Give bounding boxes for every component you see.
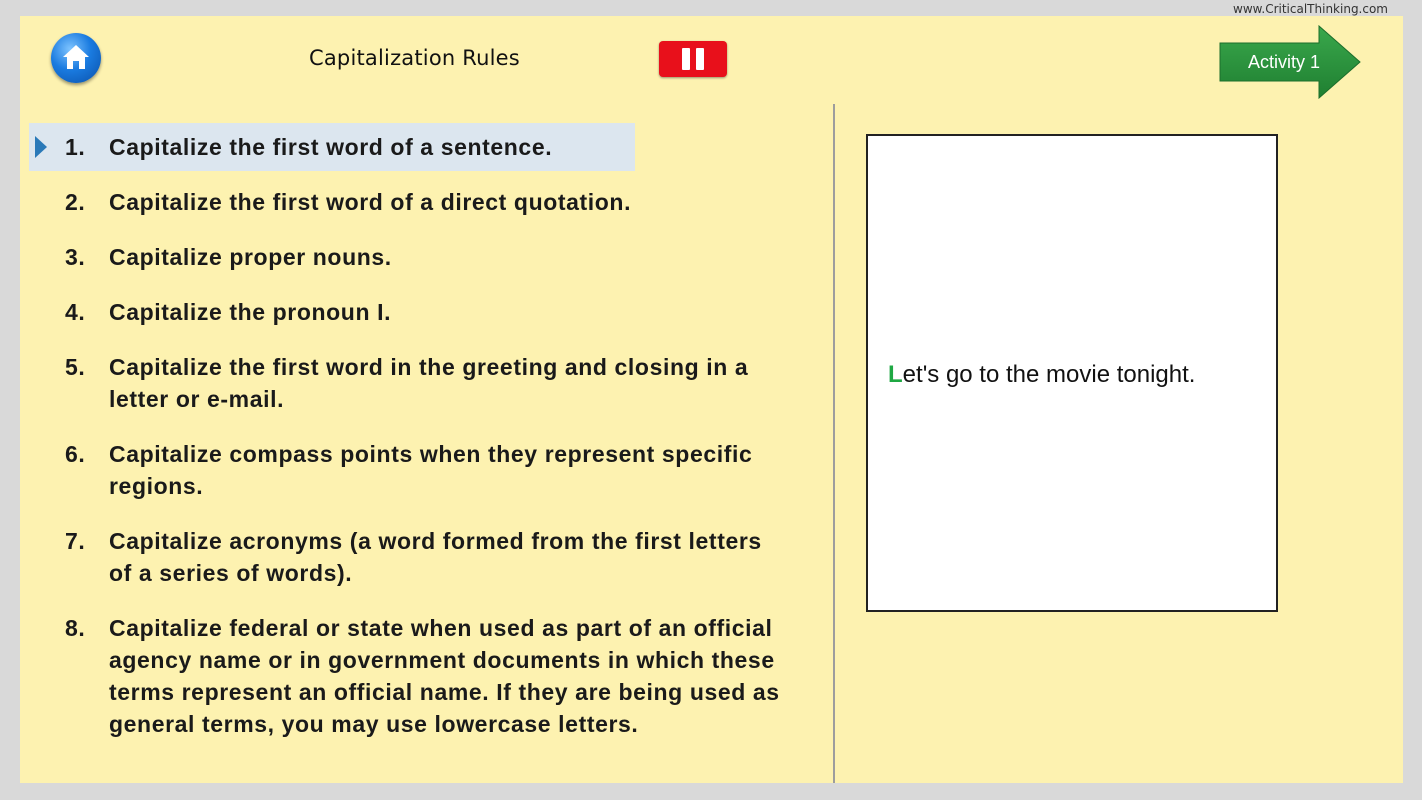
- rule-item[interactable]: [29, 351, 819, 415]
- home-icon: [61, 42, 91, 72]
- rule-text: Capitalize proper nouns.: [109, 244, 392, 270]
- home-button[interactable]: [51, 33, 101, 83]
- example-card: [866, 134, 1278, 612]
- rule-text: Capitalize compass points when they represent specific regions.: [109, 441, 753, 499]
- rules-list: [29, 123, 819, 758]
- example-sentence: [888, 361, 1195, 389]
- rule-text: Capitalize the first word of a sentence.: [109, 134, 553, 160]
- example-highlight-letter: L: [888, 361, 903, 388]
- rule-number: 4.: [65, 299, 86, 325]
- pause-icon: [682, 48, 690, 70]
- rule-text: Capitalize the first word of a direct quotation.: [109, 189, 632, 215]
- pause-button[interactable]: [659, 41, 727, 77]
- rule-text: Capitalize acronyms (a word formed from the first letters of a series of words).: [109, 528, 762, 586]
- rule-number: 7.: [65, 528, 86, 554]
- rule-item[interactable]: [29, 438, 819, 502]
- rule-item[interactable]: [29, 123, 635, 171]
- example-rest: et's go to the movie tonight.: [902, 361, 1196, 388]
- rule-item[interactable]: [29, 186, 819, 218]
- rule-text: Capitalize the pronoun I.: [109, 299, 392, 325]
- rule-item[interactable]: [29, 612, 819, 740]
- panel-divider: [833, 104, 835, 783]
- site-url[interactable]: www.CriticalThinking.com: [1233, 2, 1388, 16]
- rule-number: 3.: [65, 244, 86, 270]
- rule-item[interactable]: [29, 525, 819, 589]
- rule-item[interactable]: [29, 296, 819, 328]
- rule-number: 6.: [65, 441, 86, 467]
- page-title: Capitalization Rules: [309, 46, 520, 70]
- rule-number: 5.: [65, 354, 86, 380]
- rule-number: 2.: [65, 189, 86, 215]
- selected-pointer-icon: [35, 136, 47, 158]
- rule-number: 8.: [65, 615, 86, 641]
- rule-text: Capitalize federal or state when used as part of an official agency name or in government documents in which these terms represent an official name. If they are being used as general terms, you may use lowercase letters.: [109, 615, 780, 737]
- rule-number: 1.: [65, 134, 86, 160]
- activity-label: Activity 1: [1247, 52, 1321, 72]
- activity-next-button[interactable]: [1219, 25, 1361, 99]
- rule-item[interactable]: [29, 241, 819, 273]
- rule-text: Capitalize the first word in the greeting and closing in a letter or e-mail.: [109, 354, 749, 412]
